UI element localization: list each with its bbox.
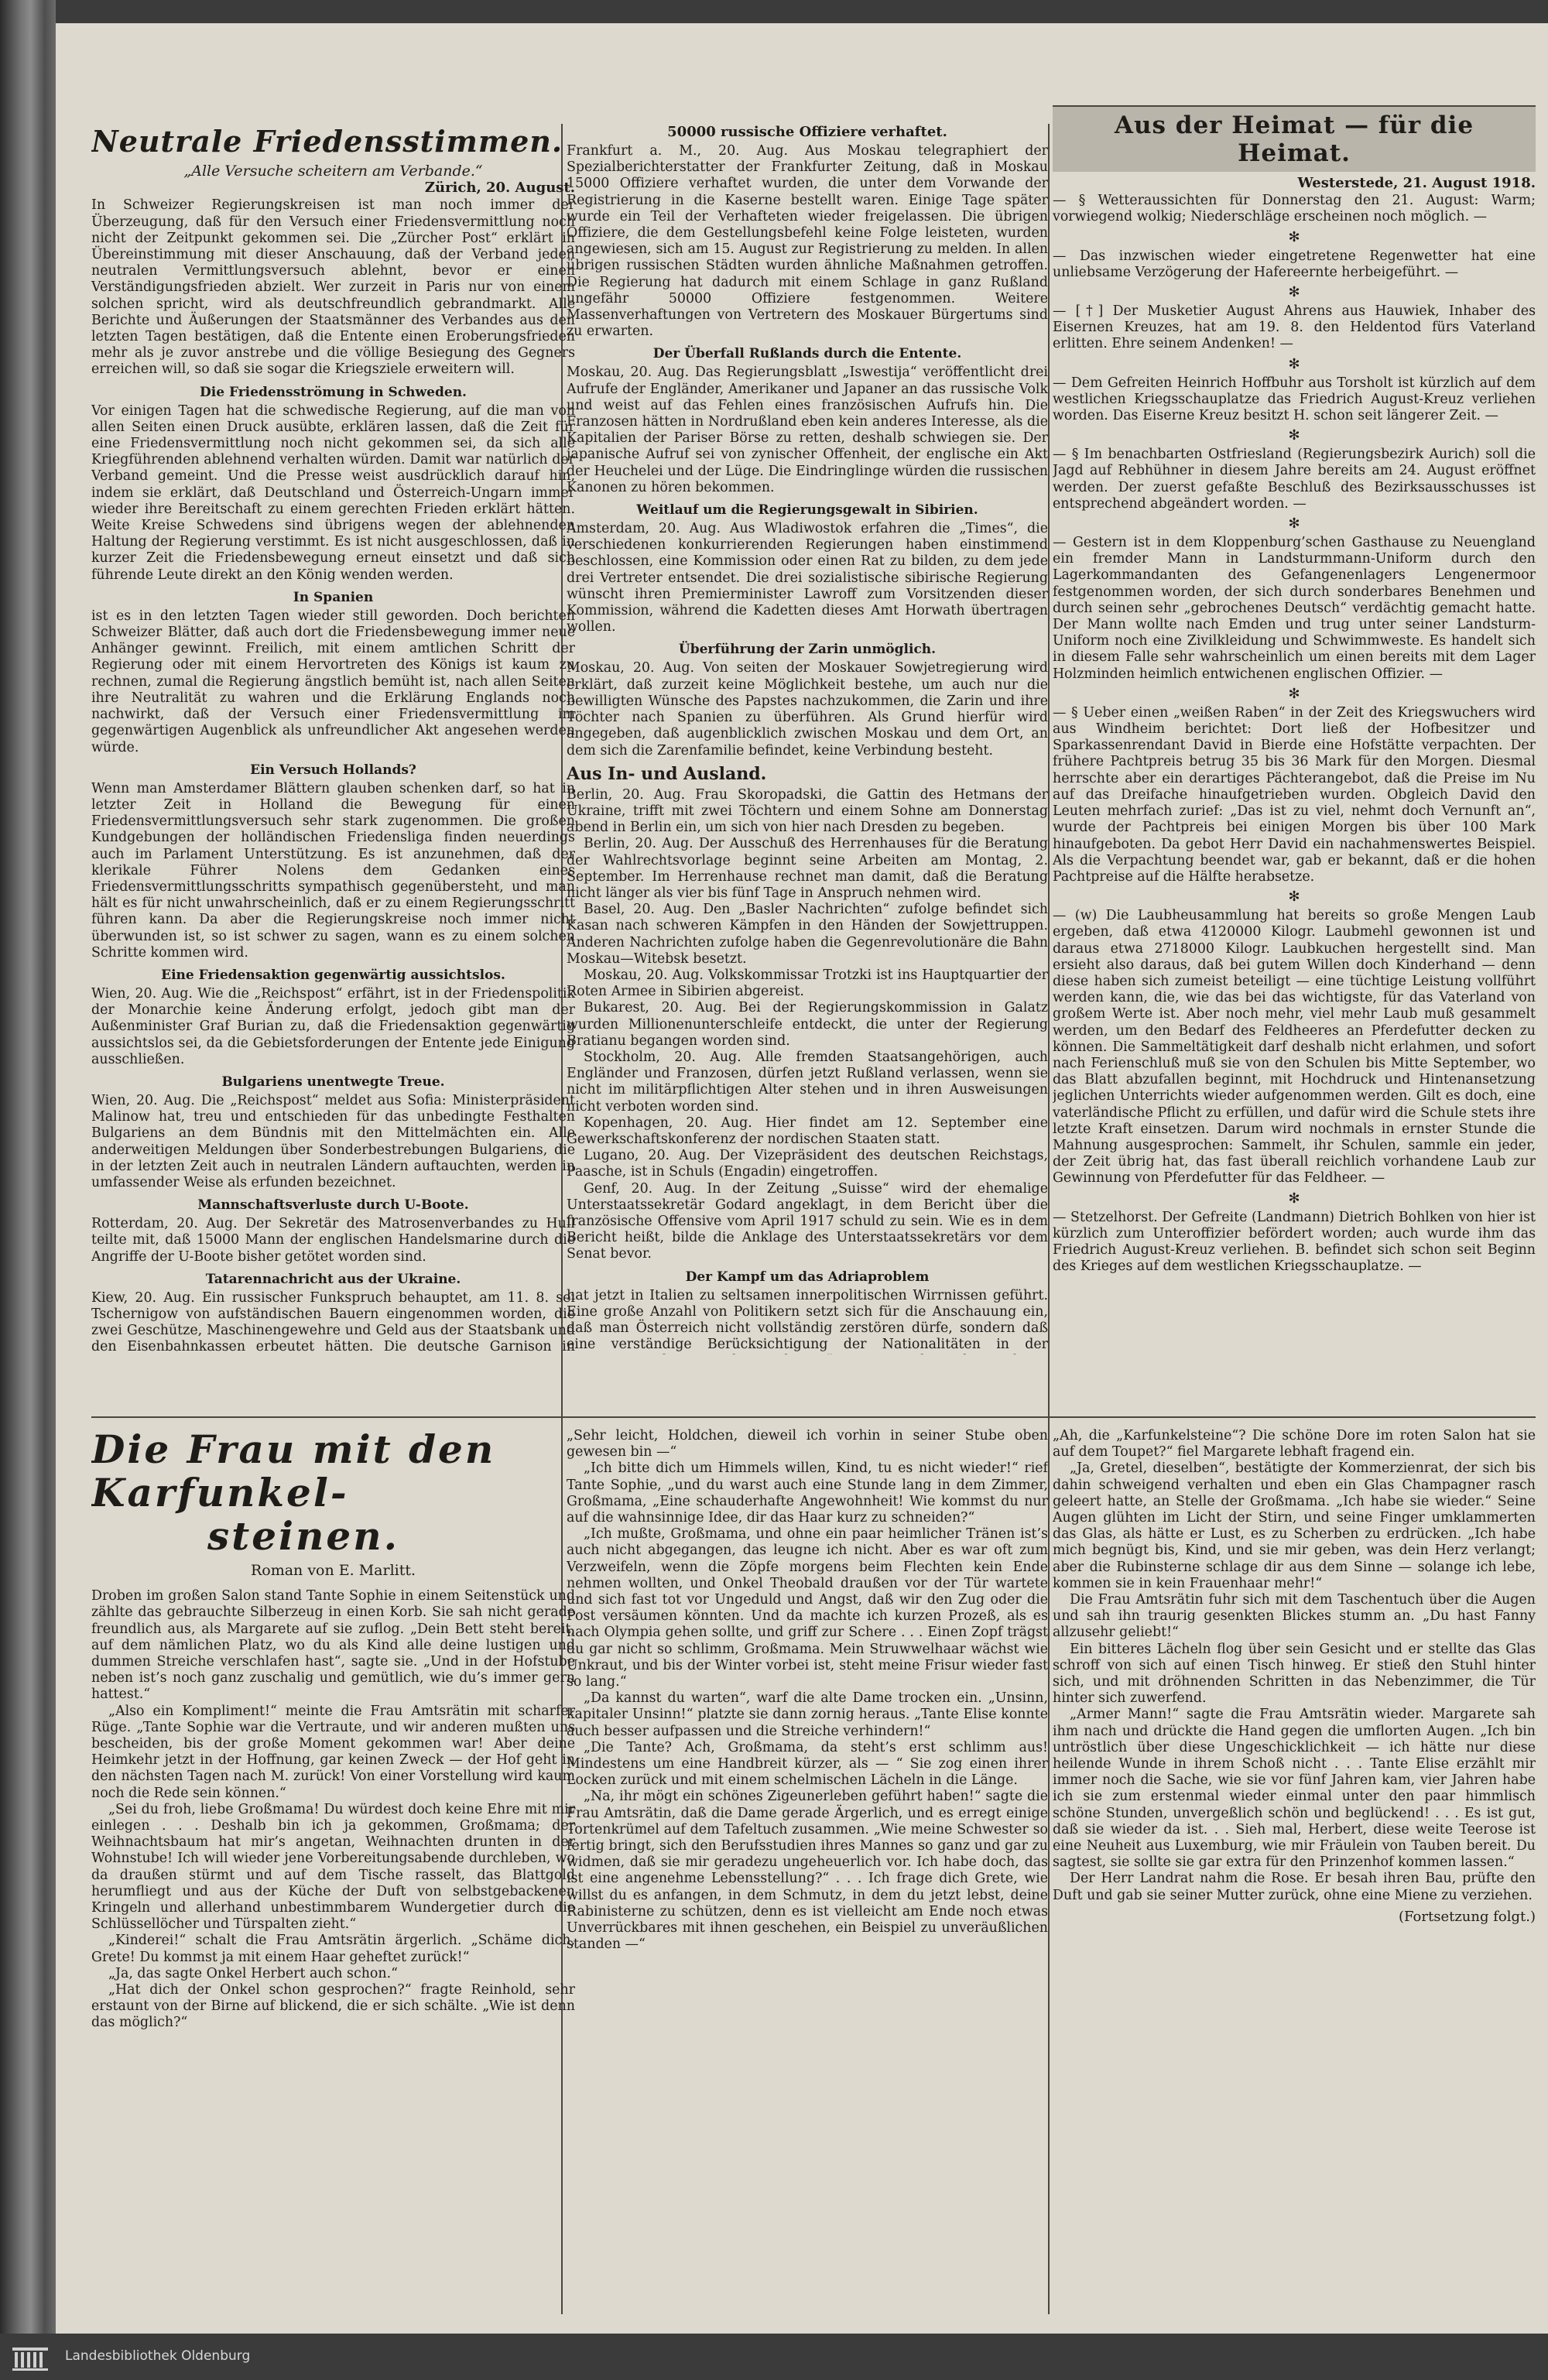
paragraph: Amsterdam, 20. Aug. Aus Wladiwostok erfahren die „Times“, die verschiedenen konkurrierenden Regierungen haben einstimmend beschlossen, eine Kommission oder einen Rat zu bilden, zu dem jede drei Vertreter entsendet. Die drei sozialistische sibirische Regierung wünscht ihren Premierminister Lawroff zum Vorsitzenden dieser Kommission, während die Kadetten dieses Amt Horwath übertragen wollen. — [567, 521, 1048, 635]
article-title: Neutrale Friedensstimmen. — [91, 124, 563, 159]
news-item: Stockholm, 20. Aug. Alle fremden Staatsangehörigen, auch Engländer und Franzosen, dürfen jetzt Rußland verlassen, wenn sie nicht im militärpflichtigen Alter stehen und in ihren Ausweisungen nicht verboten worden sind. — [567, 1049, 1048, 1115]
item-separator: ✻ — [1288, 685, 1300, 702]
item-separator: ✻ — [1288, 1190, 1300, 1207]
novel-paragraph: Die Frau Amtsrätin fuhr sich mit dem Taschentuch über die Augen und sah ihn traurig gesenkten Blickes stumm an. „Du hast Fanny allzusehr geliebt!“ — [1053, 1592, 1536, 1641]
item-separator: ✻ — [1288, 355, 1300, 372]
paragraph: Kiew, 20. Aug. Ein russischer Funkspruch behauptet, am 11. 8. sei Tschernigow von aufständischen Bauern eingenommen worden, die zwei Geschütze, Maschinengewehre und Geld aus der Staatsbank und den Eisenbahnkassen erbeutet hätten. Die deutsche Garnison in — [91, 1289, 575, 1354]
item-separator: ✻ — [1288, 284, 1300, 301]
novel-paragraph: Ein bitteres Lächeln flog über sein Gesicht und er stellte das Glas schroff von sich auf einen Tisch hinweg. Er stieß den Stuhl hinter sich, und mit dröhnenden Schritten in das Nebenzimmer, die Tür hinter sich zuwerfend. — [1053, 1641, 1536, 1707]
novel-column-3 — [1053, 1428, 1536, 2318]
subheading: Der Überfall Rußlands durch die Entente. — [652, 346, 962, 362]
local-item: — § Ueber einen „weißen Raben“ in der Zeit des Kriegswuchers wird aus Windheim berichtet: Dort ließ der Hofbesitzer und Sparkassenrendant David in Bierde eine Hofstätte verpachten. Der frühere Pachtpreis betrug 35 bis 36 Mark für den Morgen. Diesmal herrschte aber ein derartiges Pächterangebot, daß die Preise im Nu auf das Dreifache hinaufgetrieben wurden. Obgleich David den Leuten mehrfach zurief: „Das ist zu viel, nehmt doch Vernunft an“, wurde der Pachtpreis bei einigen Morgen bis über 100 Mark hinaufgeboten. Da gebot Herr David ein nachahmenswertes Beispiel. Als die Verpachtung beendet war, gab er bekannt, daß er die hohen Pachtpreise auf die Hälfte herabsetze. — [1053, 704, 1536, 885]
news-item: Bukarest, 20. Aug. Bei der Regierungskommission in Galatz wurden Millionenunterschleife entdeckt, die unter der Regierung Bratianu begangen worden sind. — [567, 1000, 1048, 1049]
novel-paragraph: „Kinderei!“ schalt die Frau Amtsrätin ärgerlich. „Schäme dich, Grete! Du kommst ja mit einem Haar geheftet zurück!“ — [91, 1933, 575, 1965]
paragraph: hat jetzt in Italien zu seltsamen innerpolitischen Wirrnissen geführt. Eine große Anzahl von Politikern setzt sich für die Anschauung ein, daß man Österreich nicht vollständig zerstören dürfe, sondern daß eine verständige Berücksichtigung der Nationalitäten in der — [567, 1287, 1048, 1353]
novel-paragraph: „Ah, die „Karfunkelsteine“? Die schöne Dore im roten Salon hat sie auf dem Toupet?“ fiel Margarete lebhaft fragend ein. — [1053, 1428, 1536, 1461]
news-item: Genf, 20. Aug. In der Zeitung „Suisse“ wird der ehemalige Unterstaatssekretär Godard angeklagt, in dem Bericht über die französische Offensive vom April 1917 schuld zu sein. Wie es in dem Bericht heißt, bilde die Anklage des Unterstaatssekretärs vor dem Senat bevor. — [567, 1180, 1048, 1262]
local-item: — Das inzwischen wieder eingetretene Regenwetter hat eine unliebsame Verzögerung der Hafereernte herbeigeführt. — — [1053, 248, 1536, 280]
local-item: — § Wetteraussichten für Donnerstag den 21. August: Warm; vorwiegend wolkig; Niederschläge erscheinen noch möglich. — — [1053, 193, 1536, 225]
newspaper-page — [56, 23, 1548, 2334]
novel-paragraph: „Na, ihr mögt ein schönes Zigeunerleben geführt haben!“ sagte die Frau Amtsrätin, daß die Dame gerade Ärgerlich, und es erregt einige Tortenkrümel auf dem Tafeltuch zusammen. „Wie meine Schwester so fertig bringt, sich den Berufsstudien ihres Mannes so ganz und gar zu widmen, daß sie mir geradezu ungeheuerlich vor. Ich habe doch, das ist eine angenehme Lebensstellung?“ . . . Ich frage dich Grete, wie willst du es anfangen, in dem Schmutz, in dem du jetzt lebst, deine Rabinisterne zu schützen, denn es ist vielleicht am Ende noch etwas Unverrückbares mit ihnen geschehen, ein Beispiel zu unveräußlichen standen —“ — [567, 1789, 1048, 1953]
news-item: Berlin, 20. Aug. Der Ausschuß des Herrenhauses für die Beratung der Wahlrechtsvorlage beginnt seine Arbeiten am Montag, 2. September. Im Herrenhause rechnet man damit, daß die Beratung nicht länger als vier bis fünf Tage in Anspruch nehmen wird. — [567, 836, 1048, 901]
subheading: Die Friedensströmung in Schweden. — [200, 384, 467, 400]
item-separator: ✻ — [1288, 889, 1300, 906]
subheading: In Spanien — [293, 589, 374, 605]
continued-note: (Fortsetzung folgt.) — [1399, 1908, 1536, 1925]
novel-paragraph: „Hat dich der Onkel schon gesprochen?“ fragte Reinhold, sehr erstaunt von der Birne auf blickend, die er sich schälte. „Wie ist denn das möglich?“ — [91, 1982, 575, 2031]
subheading: Mannschaftsverluste durch U-Boote. — [197, 1197, 469, 1214]
novel-paragraph: „Die Tante? Ach, Großmama, da steht’s erst schlimm aus! Mindestens um eine Handbreit kürzer, als — “ Sie zog einen ihrer Locken zurück und mit einem schelmischen Lächeln in die Länge. — [567, 1739, 1048, 1789]
section-heading: Aus In- und Ausland. — [567, 763, 767, 784]
paragraph: Rotterdam, 20. Aug. Der Sekretär des Matrosenverbandes zu Hull teilte mit, daß 15000 Mann der englischen Handelsmarine durch die Angriffe der U-Boote bisher getötet worden sind. — [91, 1216, 575, 1265]
paragraph: Wien, 20. Aug. Die „Reichspost“ meldet aus Sofia: Ministerpräsident Malinow hat, treu und entschieden für das unbedingte Festhalten Bulgariens an dem Bündnis mit den Mittelmächten ein. Alle anderweitigen Meldungen über Sonderbestrebungen Bulgariens, die in der letzten Zeit auch in neutralen Ländern auftauchten, werden in umfassender Weise als erfunden bezeichnet. — [91, 1092, 575, 1190]
novel-paragraph: „Also ein Kompliment!“ meinte die Frau Amtsrätin mit scharfer Rüge. „Tante Sophie war die Vertraute, und wir anderen mußten uns bescheiden, bis der große Moment gekommen war! Aber deine Heimkehr jetzt in der Hoffnung, gar keinen Zweck — der Hof geht in den nächsten Tagen nach M. zurück! Von einer Vorstellung wird kaum noch die Rede sein können.“ — [91, 1703, 575, 1801]
paragraph: Wenn man Amsterdamer Blättern glauben schenken darf, so hat in letzter Zeit in Holland die Bewegung für einen Friedensvermittlungsversuch sehr stark zugenommen. Die großen Kundgebungen der holländischen Friedensliga finden neuerdings auch im Parlament Unterstützung. Es ist anzunehmen, daß der klerikale Führer Nolens dem Gedanken eines Friedensvermittlungsschritts sympathisch gegenübersteht, und man hält es für nicht unwahrscheinlich, daß er zu einem Regierungsschritt führen kann. Da aber die Regierungskreise noch immer nicht überwunden ist, so ist schwer zu sagen, wann es zu einem solchen Schritte kommen wird. — [91, 780, 575, 961]
item-separator: ✻ — [1288, 228, 1300, 245]
dateline: Westerstede, 21. August 1918. — [1297, 175, 1536, 191]
library-name: Landesbibliothek Oldenburg — [65, 2348, 251, 2364]
paragraph: Frankfurt a. M., 20. Aug. Aus Moskau telegraphiert der Spezialberichterstatter der Frankfurter Zeitung, daß in Moskau 15000 Offiziere verhaftet wurden, die unter dem Vorwande der Registrierung in die Kaserne bestellt waren. Einige Tage später wurde ein Teil der Verhafteten wieder freigelassen. Die übrigen Offiziere, die dem Gestellungsbefehl keine Folge leisteten, wurden angewiesen, sich am 15. August zur Registrierung zu melden. In allen übrigen russischen Städten wurden ähnliche Maßnahmen getroffen. Die Regierung hat dadurch mit einem Schlage in ganz Rußland ungefähr 50000 Offiziere festgenommen. Weitere Massenverhaftungen von Vertretern des Moskauer Bürgertums sind zu erwarten. — [567, 143, 1048, 340]
library-building-icon — [11, 2343, 50, 2372]
novel-byline: Roman von E. Marlitt. — [250, 1562, 416, 1579]
paragraph: In Schweizer Regierungskreisen ist man noch immer der Überzeugung, daß für den Versuch einer Friedensvermittlung noch nicht der Zeitpunkt gekommen sei. Die „Zürcher Post“ erklärt in Übereinstimmung mit dieser Anschauung, daß der Verband jeden neutralen Vermittlungsversuch ablehnt, bevor er einen Verständigungsfrieden abzielt. Wer zurzeit in Paris nur von einem solchen spricht, wird als deutschfreundlich gebrandmarkt. Alle Berichte und Äußerungen der Staatsmänner des Verbandes aus den letzten Tagen bestätigen, daß die Entente einen Eroberungsfrieden mehr als je zuvor anstrebe und die völlige Besiegung des Gegners erreichen will, so daß sie sogar die Kriegsziele erweitern will. — [91, 197, 575, 378]
novel-paragraph: „Sehr leicht, Holdchen, dieweil ich vorhin in seiner Stube oben gewesen bin —“ — [567, 1428, 1048, 1461]
item-separator: ✻ — [1288, 515, 1300, 533]
news-item: Berlin, 20. Aug. Frau Skoropadski, die Gattin des Hetmans der Ukraine, trifft mit zwei Töchtern und einem Sohne am Donnerstag abend in Berlin ein, um sich von hier nach Dresden zu begeben. — [567, 786, 1048, 836]
novel-paragraph: „Ich bitte dich um Himmels willen, Kind, tu es nicht wieder!“ rief Tante Sophie, „und du warst auch eine Stunde lang in dem Zimmer, Großmama, „Eine schauderhafte Angewohnheit! Wie kommst du nur auf die wahnsinnige Idee, dir das Haar kurz zu schneiden?“ — [567, 1461, 1048, 1526]
novel-paragraph: „Da kannst du warten“, warf die alte Dame trocken ein. „Unsinn, kapitaler Unsinn!“ platzte sie dann zornig heraus. „Tante Elise konnte auch besser aufpassen und die Streiche verhindern!“ — [567, 1690, 1048, 1739]
novel-paragraph: „Ja, das sagte Onkel Herbert auch schon.“ — [108, 1965, 398, 1981]
local-item: — Gestern ist in dem Kloppenburg’schen Gasthause zu Neuengland ein fremder Mann in Landsturmmann-Uniform durch den Lagerkommandanten des Gefangenenlagers Lengenermoor festgenommen worden, der sich durch sonderbares Benehmen und durch seinen sehr „gebrochenes Deutsch“ verdächtig gemacht hatte. Der Mann wollte nach Emden und trug unter seiner Landsturm-Uniform noch eine Zivilkleidung und Schwimmweste. Es handelt sich in diesem Falle sehr wahrscheinlich um einen bereits mit dem Lager Holzminden heimlich entwichenen englischen Offizier. — — [1053, 535, 1536, 682]
local-news-heading: Aus der Heimat — für die Heimat. — [1053, 107, 1536, 172]
novel-paragraph: „Armer Mann!“ sagte die Frau Amtsrätin wieder. Margarete sah ihm nach und drückte die Hand gegen die umflorten Augen. „Ich bin untröstlich über diese Ungeschicklichkeit — ich hätte nur diese heilende Wunde in ihrem Schoß nicht . . . Tante Elise erzählt mir immer noch die Sache, wie sie vor fünf Jahren kam, vier Jahren habe ich sie zum erstenmal wieder einmal unter den paar himmlisch schöne Stunden, unvergeßlich schön und beglückend! . . . Es ist gut, daß sie wieder da ist. . . Sieh mal, Herbert, diese weite Teerose ist eine Neuheit aus Luxemburg, wie mir Fräulein von Tauben bereit. Du sagtest, sie sollte sie gar extra für den Prinzenhof kommen lassen.“ — [1053, 1707, 1536, 1871]
paragraph: Vor einigen Tagen hat die schwedische Regierung, auf die man von allen Seiten einen Druck ausübte, erklären lassen, daß die Zeit für eine Friedensvermittlung noch nicht gekommen sei, da sich alle Kriegführenden ablehnend verhalten würden. Damit war natürlich der Verband gemeint. Und die Presse weist ausdrücklich darauf hin, indem sie erklärt, daß Deutschland und Österreich-Ungarn immer wieder ihre Bereitschaft zu einem gerechten Frieden erklärt hätten. Weite Kreise Schwedens sind übrigens wegen der ablehnenden Haltung der Regierung verstimmt. Es ist nicht ausgeschlossen, daß in kurzer Zeit die Friedensbewegung erneut einsetzt und daß sich führende Leute direkt an den König wenden werden. — [91, 402, 575, 583]
column-politics — [91, 124, 575, 1354]
local-item: — Stetzelhorst. Der Gefreite (Landmann) Dietrich Bohlken von hier ist kürzlich zum Unteroffizier befördert worden; auch wurde ihm das Friedrich August-Kreuz verliehen. B. befindet sich schon seit Beginn des Krieges auf dem westlichen Kriegsschauplatze. — — [1053, 1209, 1536, 1275]
news-item: Moskau, 20. Aug. Volkskommissar Trotzki ist ins Hauptquartier der Roten Armee in Sibirien abgereist. — [567, 967, 1048, 1000]
novel-column-2 — [567, 1428, 1048, 2318]
news-item: Kopenhagen, 20. Aug. Hier findet am 12. September eine Gewerkschaftskonferenz der nordischen Staaten statt. — [567, 1115, 1048, 1147]
column-rule — [1048, 124, 1050, 2314]
article-title: 50000 russische Offiziere verhaftet. — [667, 124, 947, 140]
novel-paragraph: „Sei du froh, liebe Großmama! Du würdest doch keine Ehre mit mir einlegen . . . Deshalb bin ich ja gekommen, Großmama; der Weihnachtsbaum hat mir’s angetan, Weihnachten drunten in der Wohnstube! Ich will wieder jene Vorbereitungsabende durchleben, wo da draußen stürmt und auf dem Tische rasselt, das Blattgold herumfliegt und aus der Küche der Duft von selbstgebackenen Kringeln und allerhand unbestimmbarem Wundergetier durch die Schlüssellöcher und Türspalten zieht.“ — [91, 1801, 575, 1933]
paragraph: ist es in den letzten Tagen wieder still geworden. Doch berichten Schweizer Blätter, daß auch dort die Friedensbewegung immer neue Anhänger gewinnt. Freilich, mit einem amtlichen Schritt der Regierung oder mit einem Hervortreten des Königs ist kaum zu rechnen, zumal die Regierung ängstlich bemüht ist, nach allen Seiten ihre Neutralität zu wahren und die Erklärung Englands noch nachwirkt, daß der Versuch einer Friedensvermittlung im gegenwärtigen Augenblick als unfreundlicher Akt angesehen werden würde. — [91, 608, 575, 755]
section-rule — [91, 1416, 1536, 1418]
novel-title-line-2: steinen. — [207, 1513, 399, 1559]
subheading: Eine Friedensaktion gegenwärtig aussichtslos. — [161, 967, 505, 983]
subheading: Weitlauf um die Regierungsgewalt in Sibirien. — [636, 502, 978, 519]
subheading: Tatarennachricht aus der Ukraine. — [205, 1271, 461, 1287]
paragraph: Wien, 20. Aug. Wie die „Reichspost“ erfährt, ist in der Friedenspolitik der Monarchie keine Änderung erfolgt, jedoch gibt man der Außenminister Graf Burian zu, daß die Friedensaktion gegenwärtig aussichtslos sei, da die Gebietsforderungen der Entente jede Einigung ausschließen. — [91, 985, 575, 1067]
column-news — [567, 124, 1048, 1354]
novel-paragraph: „Ja, Gretel, dieselben“, bestätigte der Kommerzienrat, der sich bis dahin schweigend verhalten und eben ein Glas Champagner rasch geleert hatte, an Stelle der Großmama. „Ich habe sie wieder.“ Seine Augen glühten im Licht der Stirn, und seine Finger umklammerten das Glas, als hätte er Lust, es zu Scherben zu erdrücken. „Ich habe mich begnügt bis, Kind, und sie mir geben, was dein Herz verlangt; aber die Rubinsterne schlage dir aus dem Sinne — solange ich lebe, kommen sie in kein Frauenhaar mehr!“ — [1053, 1461, 1536, 1591]
subheading: Überführung der Zarin unmöglich. — [678, 642, 937, 658]
novel-paragraph: „Ich mußte, Großmama, und ohne ein paar heimlicher Tränen ist’s auch nicht abgegangen, das leugne ich nicht. Aber es war oft zum Verzweifeln, wenn die Zöpfe morgens beim Flechten kein Ende nehmen wollten, und Onkel Theobald draußen vor der Tür wartete und sich fast tot vor Ungeduld und Angst, daß wir den Zug oder die Post versäumen könnten. Und da machte ich kurzen Prozeß, als es nach Olympia gehen sollte, und griff zur Schere . . . Einen Zopf trägst du gar nicht so schlimm, Großmama. Mein Struwwelhaar wächst wie Unkraut, und bis der Winter vorbei ist, steht meine Frisur wieder fast so lang.“ — [567, 1526, 1048, 1690]
paragraph: Moskau, 20. Aug. Das Regierungsblatt „Iswestija“ veröffentlicht drei Aufrufe der Engländer, Amerikaner und Japaner an das russische Volk und weist auf das Fehlen eines französischen Aufrufs hin. Die Franzosen hätten in Nordrußland eben kein anderes Interesse, als die Kapitalien der Pariser Börse zu retten, deshalb schwiegen sie. Der japanische Aufruf sei von zynischer Offenheit, der englische ein Akt der Heuchelei und der Lüge. Die Eindringlinge würden die russischen Kanonen zu hören bekommen. — [567, 365, 1048, 495]
viewer-footer — [0, 2334, 1548, 2380]
novel-paragraph: Der Herr Landrat nahm die Rose. Er besah ihren Bau, prüfte den Duft und gab sie seiner Mutter zurück, ohne eine Miene zu verziehen. — [1053, 1871, 1536, 1903]
article-body — [91, 197, 575, 378]
book-binding-edge — [0, 0, 56, 2380]
novel-column-1 — [91, 1428, 575, 2318]
news-item: Basel, 20. Aug. Den „Basler Nachrichten“ zufolge befindet sich Kasan nach schweren Kämpfen in den Händen der Sowjettruppen. Anderen Nachrichten zufolge haben die Gegenrevolutionäre die Bahn Moskau—Witebsk besetzt. — [567, 902, 1048, 967]
subheading: Bulgariens unentwegte Treue. — [221, 1074, 445, 1090]
local-item: — § Im benachbarten Ostfriesland (Regierungsbezirk Aurich) soll die Jagd auf Rebhühner in diesem Jahre bereits am 24. August eröffnet werden. Der zuerst gefaßte Beschluß des Bezirksausschusses ist entsprechend abgeändert worden. — — [1053, 447, 1536, 512]
subheading: Der Kampf um das Adriaproblem — [685, 1269, 930, 1285]
local-item: — Dem Gefreiten Heinrich Hoffbuhr aus Torsholt ist kürzlich auf dem westlichen Kriegsschauplatze das Friedrich August-Kreuz verliehen worden. Das Eiserne Kreuz besitzt H. schon seit längerer Zeit. — — [1053, 375, 1536, 424]
article-lead: „Alle Versuche scheitern am Verbande.“ — [183, 163, 483, 180]
novel-paragraph: Droben im großen Salon stand Tante Sophie in einem Seitenstück und zählte das gebrauchte Silberzeug in einen Korb. Sie sah nicht gerade freundlich aus, als Margarete auf sie zuflog. „Dein Bett steht bereit, auf dem nämlichen Platz, wo du als Kind alle deine lustigen und dummen Streiche verschlafen hast“, sagte sie. „Und in der Hofstube neben ist’s noch ganz zuschalig und gemütlich, wie du’s immer gern hattest.“ — [91, 1588, 575, 1703]
dateline: Zürich, 20. August. — [424, 180, 575, 197]
subheading: Ein Versuch Hollands? — [250, 762, 416, 778]
novel-title: Die Frau mit den Karfunkel- — [91, 1428, 496, 1515]
item-separator: ✻ — [1288, 427, 1300, 444]
local-item: — [†] Der Musketier August Ahrens aus Hauwiek, Inhaber des Eisernen Kreuzes, hat am 19. 8. den Heldentod fürs Vaterland erlitten. Ehre seinem Andenken! — — [1053, 303, 1536, 352]
paragraph: Moskau, 20. Aug. Von seiten der Moskauer Sowjetregierung wird erklärt, daß zurzeit keine Möglichkeit bestehe, um auch nur die bewilligten Wünsche des Papstes nachzukommen, die Zarin und ihre Töchter nach Spanien zu überführen. Als Grund hierfür wird angegeben, daß augenblicklich zwischen Moskau und dem Ort, an dem sich die Zarenfamilie befindet, keine Verbindung besteht. — [567, 660, 1048, 759]
column-local-news — [1053, 107, 1536, 1345]
news-item: Lugano, 20. Aug. Der Vizepräsident des deutschen Reichstags, Paasche, ist in Schuls (Engadin) eingetroffen. — [567, 1148, 1048, 1180]
local-item: — (w) Die Laubheusammlung hat bereits so große Mengen Laub ergeben, daß etwa 4120000 Kilogr. Laubmehl gewonnen ist und daraus etwa 2718000 Kilogr. Laubkuchen hergestellt sind. Man ersieht also daraus, daß bei gutem Willen doch Kinderhand — denn diese haben sich zumeist beteiligt — eine tüchtige Leistung vollführt werden kann, die, wie das bei das wichtigste, für das Vaterland von großem Werte ist. Aber noch mehr, viel mehr Laub muß gesammelt werden, um den Bedarf des Feldheeres an Pferdefutter decken zu können. Die Sammeltätigkeit darf deshalb nicht erlahmen, und sofort nach Ferienschluß muß sie von den Schulen bis Mitte September, wo das Blatt abzufallen beginnt, mit Hochdruck und Hintenansetzung jeglichen Unterrichts wieder aufgenommen werden. Gilt es doch, eine vaterländische Pflicht zu erfüllen, und dafür wird die Schule stets ihre letzte Kraft einsetzen. Darum wird nochmals in ernster Stunde die Mahnung ausgesprochen: Sammelt, ihr Schulen, sammle ein jeder, der Zeit übrig hat, das fast überall reichlich vorhandene Laub zur Gewinnung von Pferdefutter für das Feldheer. — — [1053, 908, 1536, 1187]
